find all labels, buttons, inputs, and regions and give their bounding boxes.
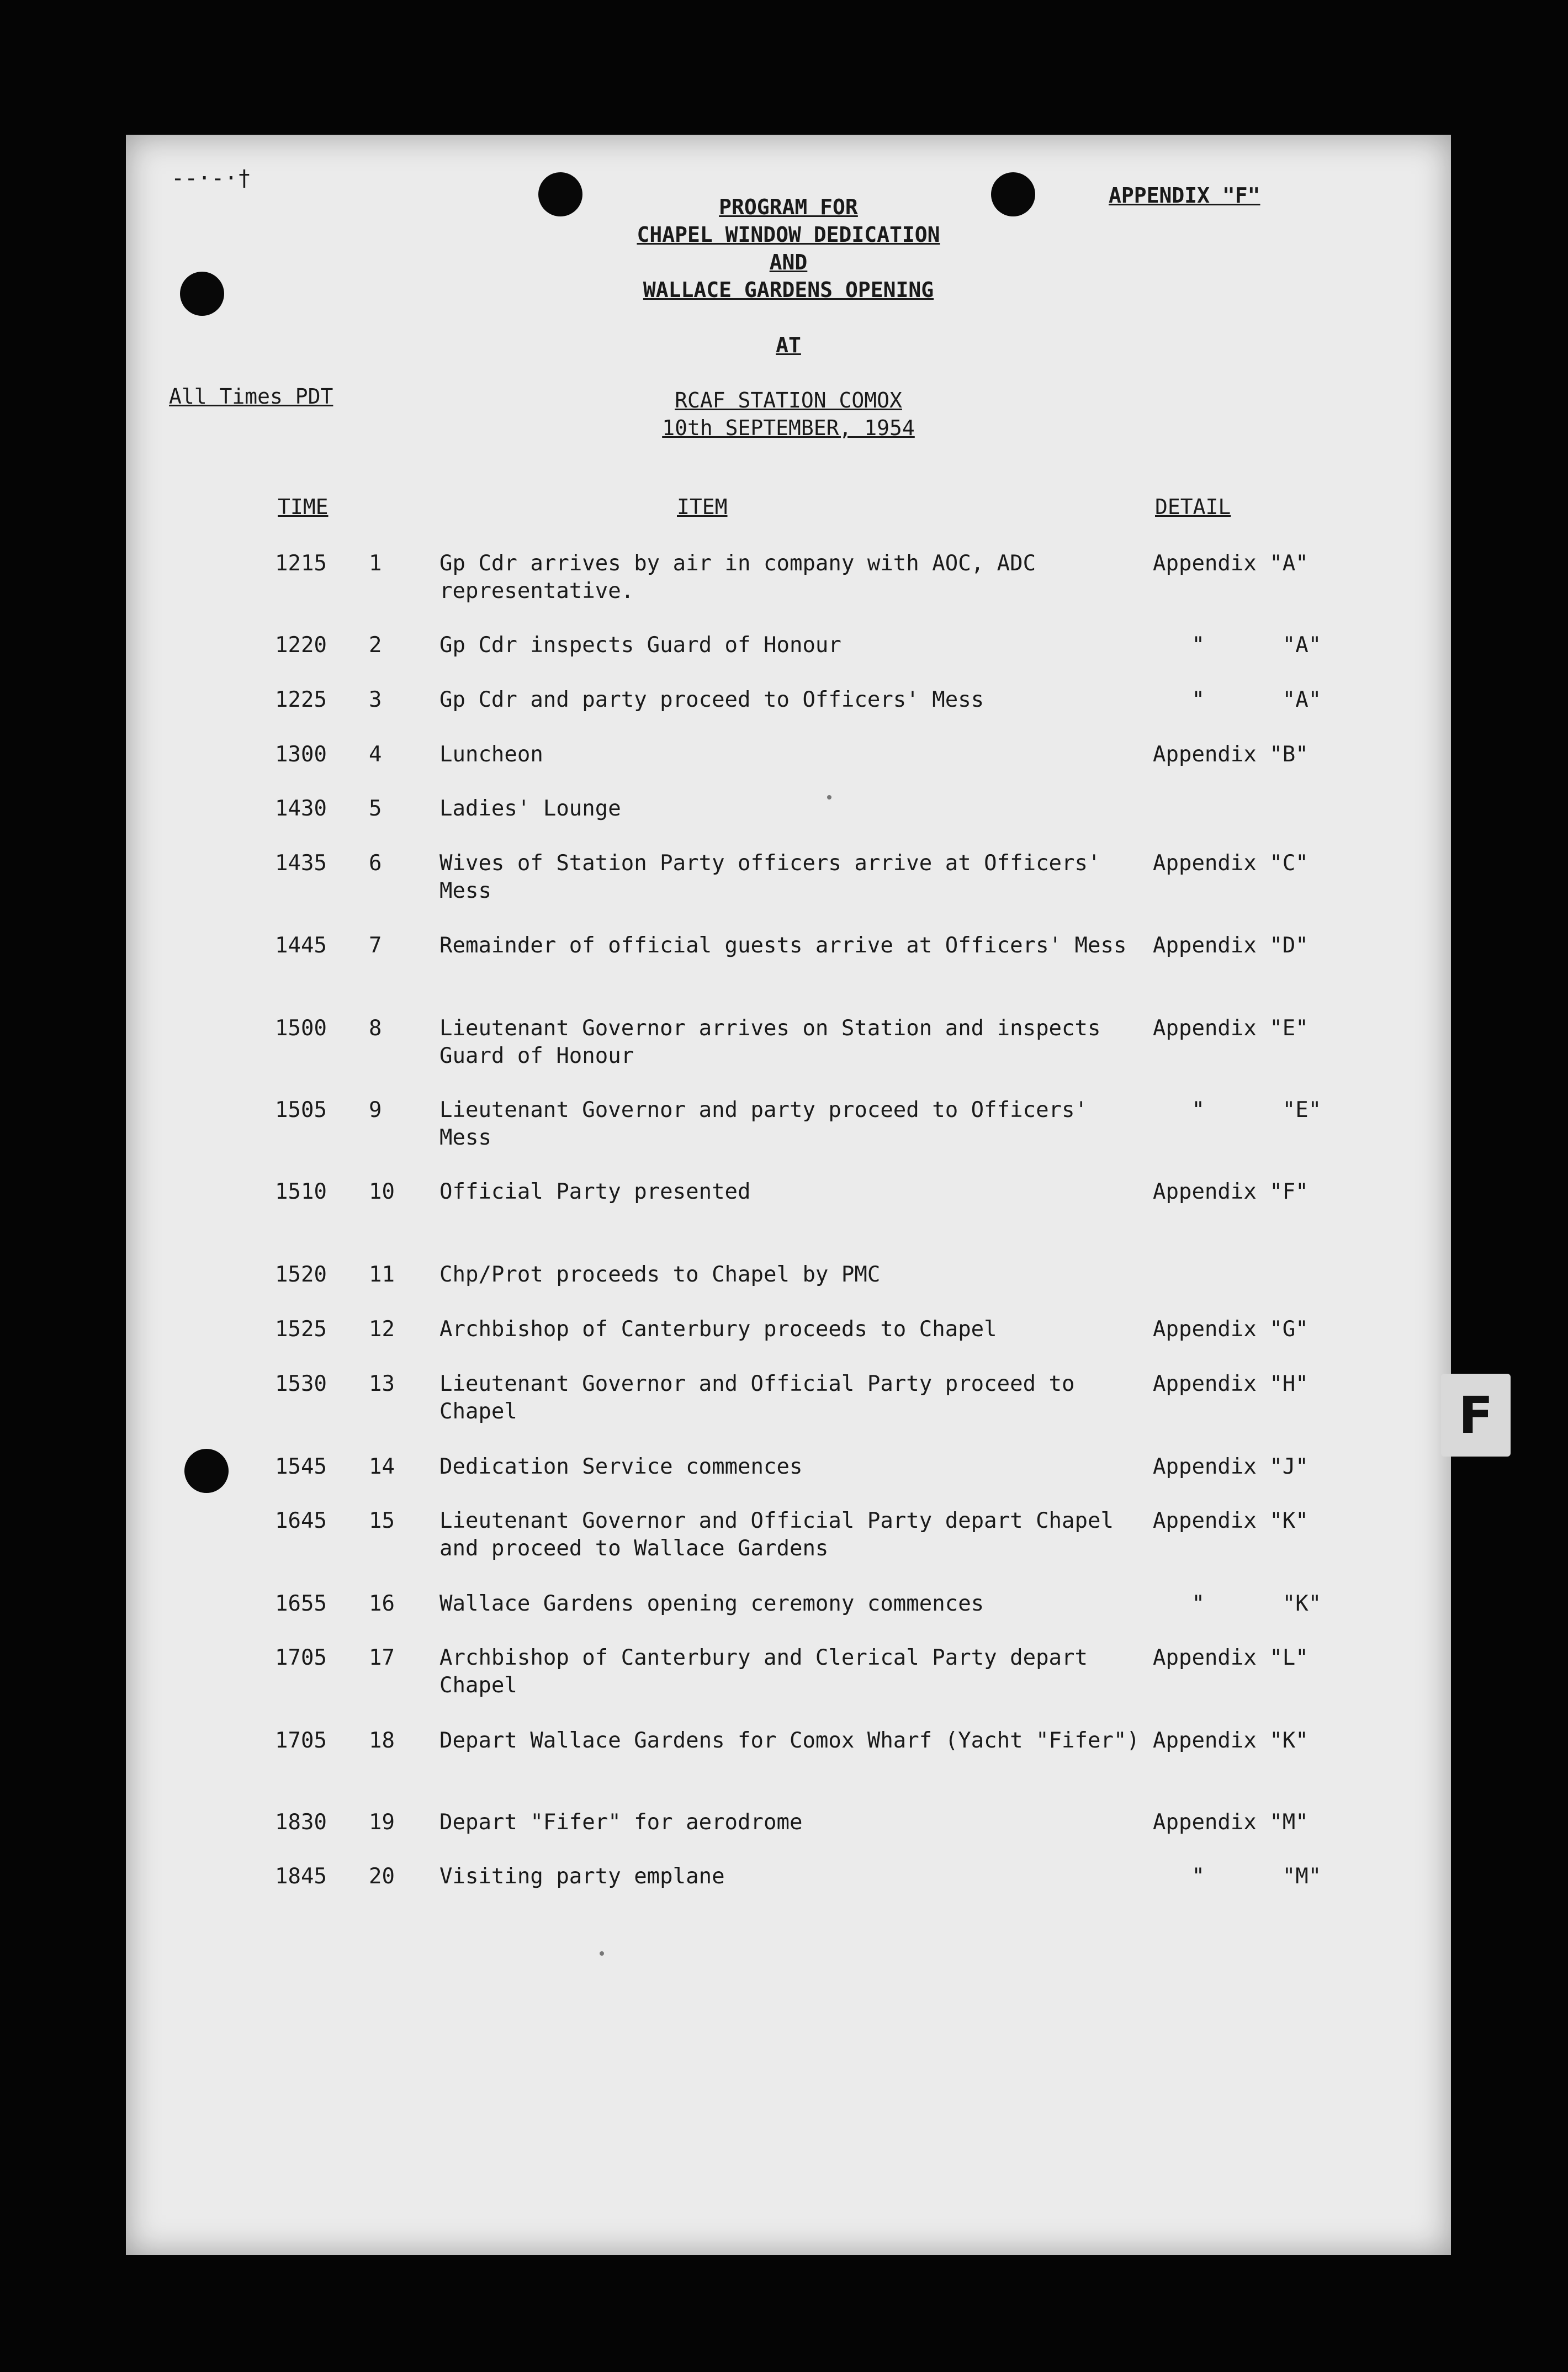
row-number: 16 [369, 1591, 395, 1616]
row-item: Luncheon [439, 742, 543, 767]
row-time: 1520 [275, 1262, 327, 1287]
row-item: Chp/Prot proceeds to Chapel by PMC [439, 1262, 881, 1287]
row-detail: Appendix "L" [1153, 1645, 1309, 1670]
appendix-label: APPENDIX "F" [1109, 183, 1260, 208]
row-number: 3 [369, 687, 382, 712]
index-tab: F [1441, 1374, 1511, 1457]
row-time: 1430 [275, 796, 327, 821]
row-detail: Appendix "K" [1153, 1508, 1309, 1533]
row-item: Lieutenant Governor and party proceed to Officers' Mess [439, 1098, 1088, 1150]
row-detail: Appendix "J" [1153, 1454, 1309, 1479]
row-item: Ladies' Lounge [439, 796, 621, 821]
row-time: 1300 [275, 742, 327, 767]
row-time: 1510 [275, 1179, 327, 1204]
event-date: 10th SEPTEMBER, 1954 [662, 416, 915, 440]
row-time: 1225 [275, 687, 327, 712]
row-number: 10 [369, 1179, 395, 1204]
row-item: Gp Cdr inspects Guard of Honour [439, 633, 841, 658]
title-line-1: PROGRAM FOR [719, 195, 858, 219]
row-item: Lieutenant Governor arrives on Station and inspects Guard of Honour [439, 1016, 1101, 1068]
row-detail: Appendix "E" [1153, 1016, 1309, 1041]
row-number: 5 [369, 796, 382, 821]
row-detail: Appendix "A" [1153, 551, 1309, 576]
row-time: 1530 [275, 1372, 327, 1396]
row-time: 1445 [275, 933, 327, 958]
row-item: Remainder of official guests arrive at Officers' Mess [439, 933, 1127, 958]
row-detail: " "K" [1153, 1591, 1322, 1616]
row-item: Archbishop of Canterbury and Clerical Party depart Chapel [439, 1645, 1088, 1698]
row-number: 6 [369, 851, 382, 876]
row-number: 20 [369, 1864, 395, 1889]
row-time: 1435 [275, 851, 327, 876]
row-time: 1845 [275, 1864, 327, 1889]
row-time: 1500 [275, 1016, 327, 1041]
row-detail: Appendix "H" [1153, 1372, 1309, 1396]
row-item: Gp Cdr arrives by air in company with AOC, ADC representative. [439, 551, 1036, 603]
row-time: 1645 [275, 1508, 327, 1533]
title-line-2: CHAPEL WINDOW DEDICATION [637, 223, 940, 247]
row-time: 1505 [275, 1098, 327, 1123]
row-number: 15 [369, 1508, 395, 1533]
row-time: 1215 [275, 551, 327, 576]
row-detail: Appendix "B" [1153, 742, 1309, 767]
all-times-note: All Times PDT [169, 384, 333, 409]
row-number: 12 [369, 1317, 395, 1342]
row-time: 1705 [275, 1728, 327, 1753]
row-detail: Appendix "C" [1153, 851, 1309, 876]
row-detail: " "E" [1153, 1098, 1322, 1123]
document-page [126, 135, 1451, 2255]
row-time: 1705 [275, 1645, 327, 1670]
row-item: Lieutenant Governor and Official Party depart Chapel and proceed to Wallace Gardens [439, 1508, 1114, 1561]
title-line-3: AND [769, 250, 808, 274]
row-detail: Appendix "F" [1153, 1179, 1309, 1204]
row-number: 18 [369, 1728, 395, 1753]
row-time: 1545 [275, 1454, 327, 1479]
row-detail: Appendix "M" [1153, 1810, 1309, 1835]
row-number: 19 [369, 1810, 395, 1835]
row-detail: Appendix "K" [1153, 1728, 1309, 1753]
row-item: Depart "Fifer" for aerodrome [439, 1810, 803, 1835]
column-header-item: ITEM [677, 495, 728, 519]
row-number: 1 [369, 551, 382, 576]
row-number: 7 [369, 933, 382, 958]
row-detail: " "A" [1153, 633, 1322, 658]
row-item: Depart Wallace Gardens for Comox Wharf (Yacht "Fifer") [439, 1728, 1140, 1753]
row-number: 8 [369, 1016, 382, 1041]
row-item: Wallace Gardens opening ceremony commences [439, 1591, 984, 1616]
row-time: 1220 [275, 633, 327, 658]
row-detail: " "A" [1153, 687, 1322, 712]
row-number: 17 [369, 1645, 395, 1670]
title-at: AT [776, 333, 801, 357]
row-time: 1655 [275, 1591, 327, 1616]
row-number: 14 [369, 1454, 395, 1479]
column-header-time: TIME [278, 495, 329, 519]
row-item: Visiting party emplane [439, 1864, 725, 1889]
corner-mark: --·-·† [171, 166, 251, 191]
row-item: Archbishop of Canterbury proceeds to Chapel [439, 1317, 997, 1342]
row-time: 1830 [275, 1810, 327, 1835]
row-detail: Appendix "D" [1153, 933, 1309, 958]
row-detail: Appendix "G" [1153, 1317, 1309, 1342]
column-header-detail: DETAIL [1155, 495, 1231, 519]
row-time: 1525 [275, 1317, 327, 1342]
row-number: 11 [369, 1262, 395, 1287]
title-line-4: WALLACE GARDENS OPENING [643, 278, 934, 302]
row-item: Gp Cdr and party proceed to Officers' Mess [439, 687, 984, 712]
row-item: Lieutenant Governor and Official Party proceed to Chapel [439, 1372, 1075, 1424]
row-number: 4 [369, 742, 382, 767]
paper-speck [600, 1951, 604, 1956]
punch-hole [184, 1449, 229, 1493]
row-number: 9 [369, 1098, 382, 1123]
paper-speck [827, 795, 831, 800]
row-item: Dedication Service commences [439, 1454, 803, 1479]
station-name: RCAF STATION COMOX [675, 388, 902, 412]
row-number: 2 [369, 633, 382, 658]
row-item: Wives of Station Party officers arrive at Officers' Mess [439, 851, 1101, 903]
row-detail: " "M" [1153, 1864, 1322, 1889]
row-number: 13 [369, 1372, 395, 1396]
row-item: Official Party presented [439, 1179, 751, 1204]
